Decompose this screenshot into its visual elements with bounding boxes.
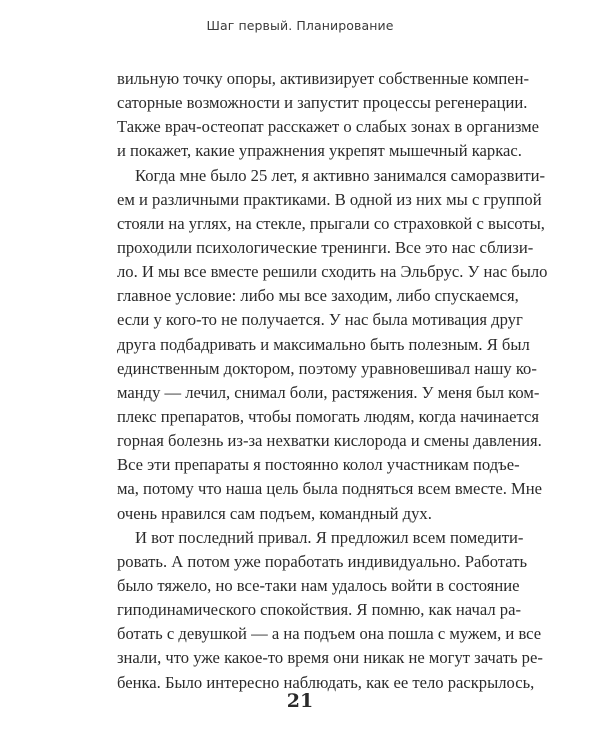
text-line: единственным доктором, поэтому уравновешивал нашу ко- — [117, 358, 537, 378]
running-head: Шаг первый. Планирование — [206, 18, 394, 33]
text-line: было тяжело, но все-таки нам удалось войти в состояние — [117, 575, 520, 595]
text-line: Все эти препараты я постоянно колол участникам подъе- — [117, 455, 520, 475]
text-line: Также врач-остеопат расскажет о слабых зонах в организме — [117, 117, 540, 137]
paragraph-start: И вот последний привал. Я предложил всем помедити- — [135, 527, 524, 547]
text-line: и покажет, какие упражнения укрепят мышечный каркас. — [117, 141, 522, 161]
text-line: вильную точку опоры, активизирует собственные компен- — [117, 69, 530, 88]
text-line: знали, что уже какое-то время они никак не могут зачать ре- — [117, 648, 543, 668]
text-line: очень нравился сам подъем, командный дух. — [117, 503, 432, 523]
text-line: горная болезнь из-за нехватки кислорода и смены давления. — [117, 431, 542, 451]
text-line: главное условие: либо мы все заходим, либо спускаемся, — [117, 286, 519, 306]
text-line: плекс препаратов, чтобы помогать людям, когда начинается — [117, 406, 539, 426]
text-line: гиподинамического спокойствия. Я помню, как начал ра- — [117, 600, 521, 620]
text-line: друга подбадривать и максимально быть полезным. Я был — [117, 334, 530, 354]
text-line: если у кого-то не получается. У нас была мотивация друг — [117, 310, 523, 330]
text-line: стояли на углях, на стекле, прыгали со страховкой с высоты, — [117, 213, 545, 233]
text-line: ма, потому что наша цель была подняться всем вместе. Мне — [117, 479, 543, 499]
text-line: проходили психологические тренинги. Все это нас сблизи- — [117, 237, 534, 257]
text-line: ботать с девушкой — а на подъем она пошла с мужем, и все — [117, 624, 542, 644]
page-number: 21 — [286, 690, 314, 712]
text-line: манду — лечил, снимал боли, растяжения. У меня был ком- — [117, 382, 540, 402]
text-line: бенка. Было интересно наблюдать, как ее тело раскрылось, — [117, 672, 535, 692]
text-line: ло. И мы все вместе решили сходить на Эльбрус. У нас было — [117, 262, 548, 282]
paragraph-start: Когда мне было 25 лет, я активно занимался саморазвити- — [135, 165, 545, 185]
text-line: ем и различными практиками. В одной из них мы с группой — [117, 189, 542, 209]
text-line: ровать. А потом уже поработать индивидуально. Работать — [117, 551, 528, 571]
text-line: саторные возможности и запустит процессы регенерации. — [117, 93, 528, 113]
body-text — [117, 67, 548, 695]
